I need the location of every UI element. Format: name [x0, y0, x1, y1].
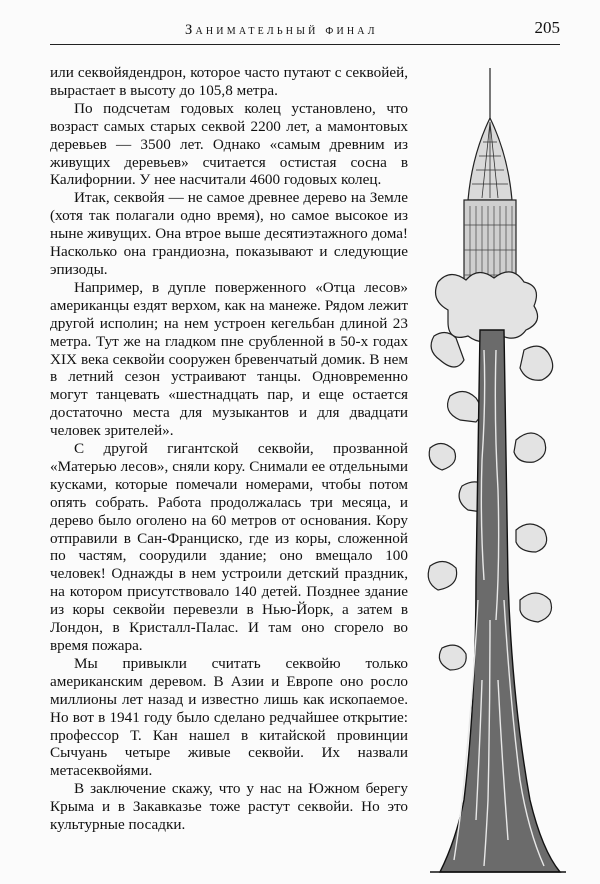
paragraph-father-of-forests: Например, в дупле поверженного «Отца лесов» американцы ездят верхом, как на манеже. Рядом лежит другой исполин; на нем устроен кегельбан длиной 23 метра. Тут же на гладком пне срубленной в 50-х годах XIX века секвойи сооружен бревенчатый домик. В нем в летний сезон устраивают танцы. Одновременно могут танцевать «шестнадцать пар, и еще остается достаточно места для музыкантов и для двадцати человек зрителей». — [50, 278, 408, 440]
running-title: Занимательный финал — [185, 22, 378, 38]
paragraph-tallest-tree: Итак, секвойя — не самое древнее дерево на Земле (хотя так полагали одно время), но самое высокое из ныне живущих. Она втрое выше десятиэтажного дома! Насколько она грандиозна, показывают и следующие эпизоды. — [50, 189, 408, 278]
paragraph-metasequoia: Мы привыкли считать секвойю только американским деревом. В Азии и Европе оно росло миллионы лет назад и известно лишь как ископаемое. Но вот в 1941 году было сделано редчайшее открытие: профессор Т. Кан нашел в китайской провинции Сычуань четыре живые секвойи. Их назвали метасеквойями. — [50, 654, 408, 780]
paragraph-tree-age: По подсчетам годовых колец установлено, что возраст самых старых секвой 2200 лет, а мамонтовых деревьев — 3500 лет. Однако «самым древним из живущих деревьев» считается остистая сосна в Калифорнии. У нее насчитали 4600 годовых колец. — [50, 99, 408, 189]
sequoia-skyscraper-illustration — [420, 60, 570, 880]
paragraph-continued: или секвойядендрон, которое часто путают с секвойей, вырастает в высоту до 105,8 метра. — [50, 64, 408, 99]
page-header — [50, 14, 560, 45]
page-number: 205 — [534, 18, 560, 37]
paragraph-mother-of-forests: С другой гигантской секвойи, прозванной «Матерью лесов», сняли кору. Снимали ее отдельными кусками, которые помечали номерами, чтобы потом опять собрать. Работа продолжалась три месяца, и дерево было оголено на 60 метров от основания. Кору отправили в Сан-Франциско, где из коры, сложенной по частям, соорудили здание; оно вмещало 100 человек! Однажды в нем устроили детский праздник, на котором присутствовало 140 детей. Позднее здание из коры секвойи перевезли в Нью-Йорк, а затем в Лондон, в Кристалл-Палас. И там оно сгорело во время пожара. — [50, 440, 408, 654]
paragraph-conclusion: В заключение скажу, что у нас на Южном берегу Крыма и в Закавказье тоже растут секвойи. Но это культурные посадки. — [50, 780, 408, 834]
body-text — [50, 64, 408, 834]
